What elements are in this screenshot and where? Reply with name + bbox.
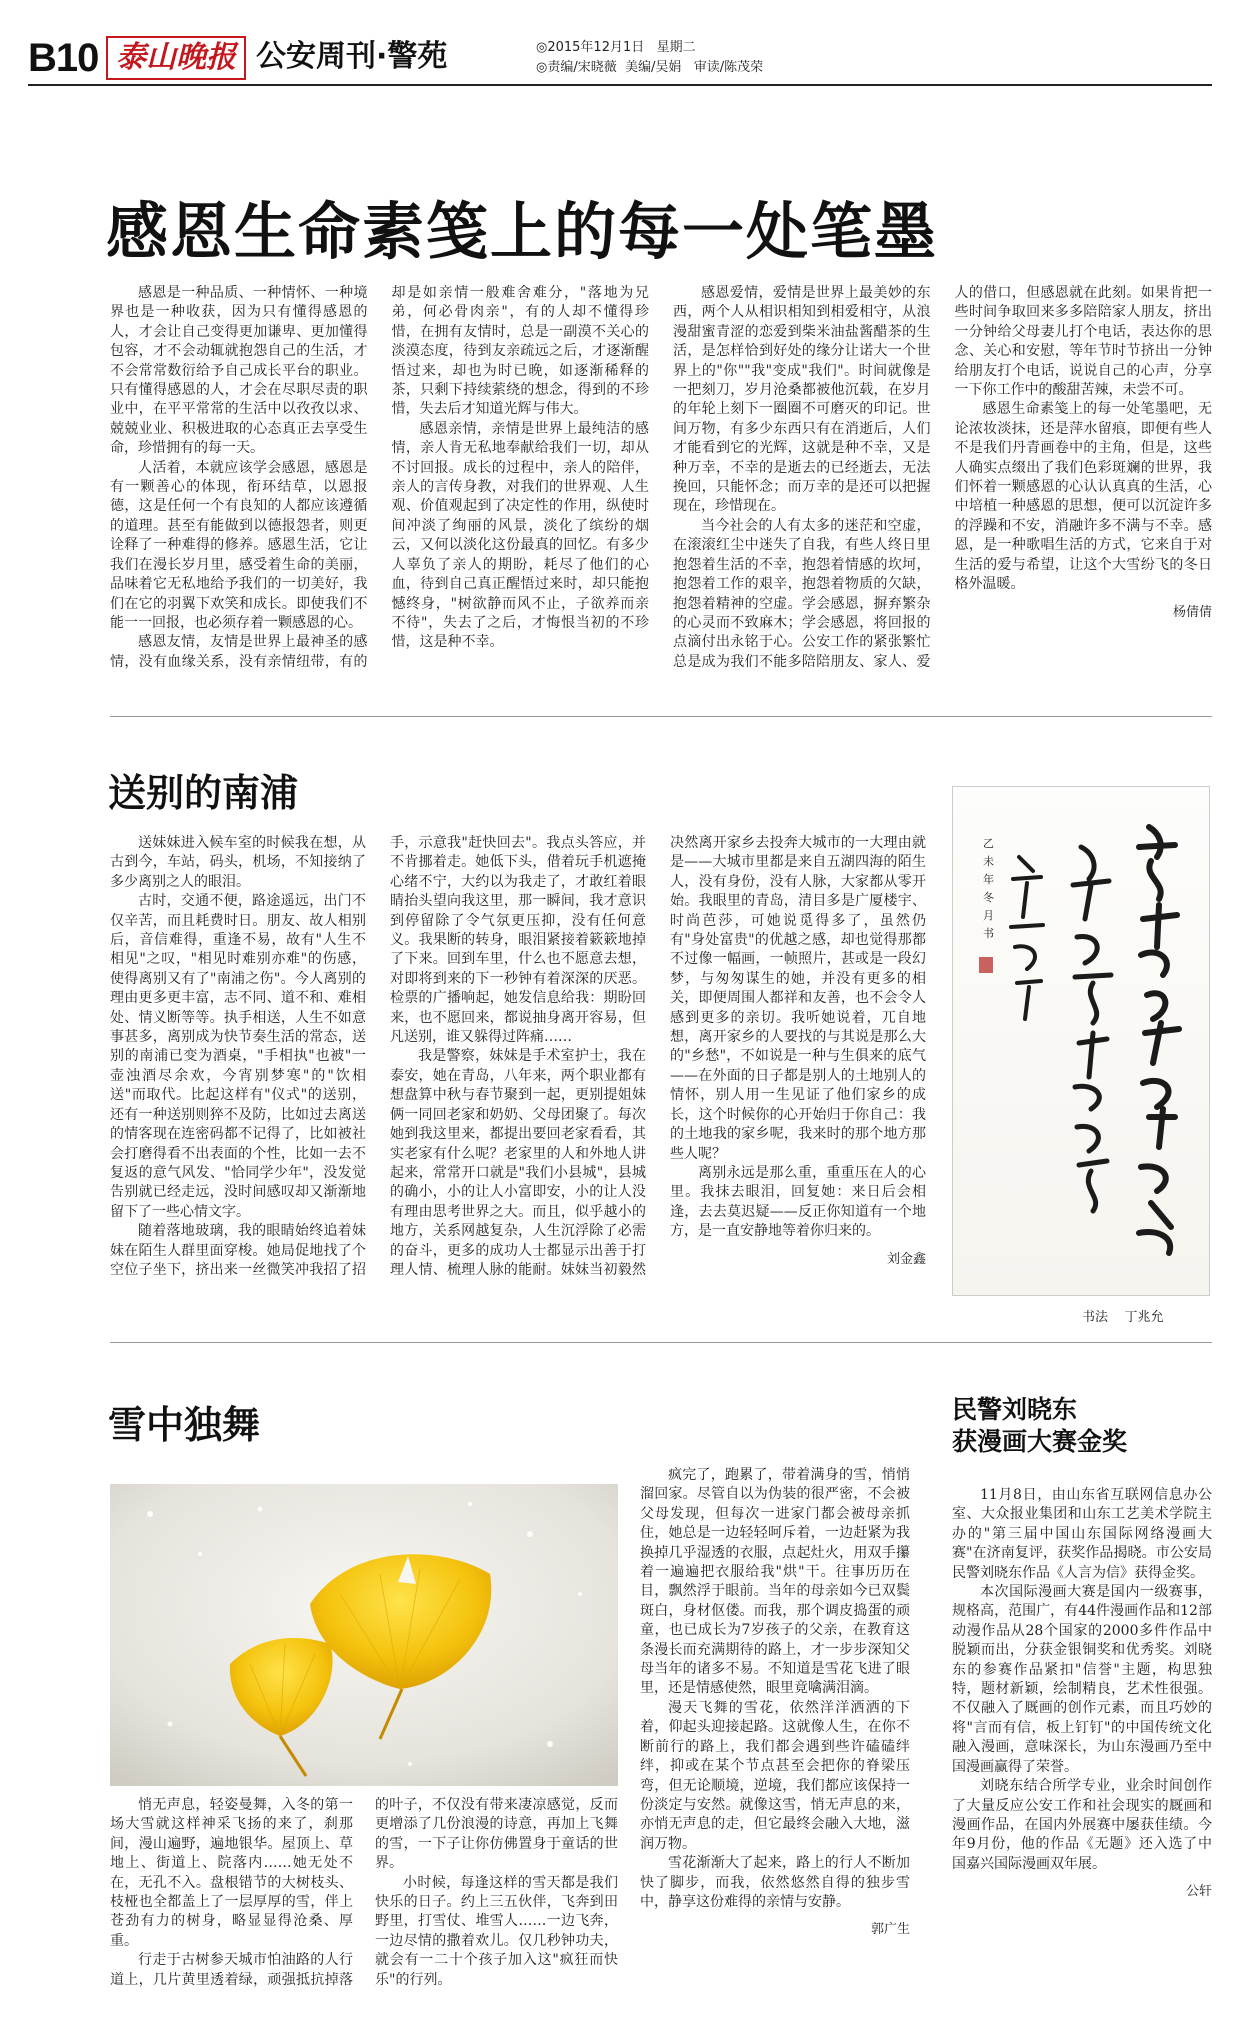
sidebar-title-line-2: 获漫画大赛金奖 bbox=[952, 1427, 1128, 1456]
ginkgo-leaf-illustration bbox=[110, 1484, 618, 1786]
sidebar-paragraph: 11月8日，由山东省互联网信息办公室、大众报业集团和山东工艺美术学院主办的"第三届中国山东国际网络漫画大赛"在济南复评，获奖作品揭晓。市公安局民警刘晓东作品《人言为信》获得金奖。 bbox=[952, 1487, 1212, 1581]
sidebar-paragraph: 刘晓东结合所学专业，业余时间创作了大量反应公安工作和社会现实的厩画和漫画作品，在国内外展赛中屡获佳绩。今年9月份，他的作品《无题》还入选了中国嘉兴国际漫画双年展。 bbox=[952, 1778, 1212, 1872]
newspaper-logo: 泰山晚报 bbox=[106, 36, 246, 80]
section-name: 公安周刊·警苑 bbox=[256, 39, 448, 74]
svg-text:月: 月 bbox=[983, 909, 994, 922]
article-3-body-right bbox=[640, 1466, 910, 2016]
article-3-paragraph: 小时候，每逢这样的雪天都是我们快乐的日子。约上三五伙伴，飞奔到田野里，打雪仗、堆雪人……一边飞奔，一边尽情的撒着欢儿。仅几秒钟功夫，就会有一二十个孩子加入这"疯狂而快乐"的行列。 bbox=[375, 1874, 618, 1988]
article-2-paragraph: 离别永远是那么重，重重压在人的心里。我抹去眼泪，回复她：来日后会相逢，去去莫迟疑——反正你知道有一个地方，是一直安静地等着你归来的。 bbox=[670, 1164, 926, 1240]
caption-label: 书法 bbox=[1082, 1310, 1109, 1325]
calligraphy-strokes bbox=[953, 787, 1210, 1296]
svg-text:未: 未 bbox=[983, 855, 994, 868]
article-1-title: 感恩生命素笺上的每一处笔墨 bbox=[106, 195, 939, 268]
article-3-paragraph: 疯完了，跑累了，带着满身的雪，悄悄溜回家。尽管自以为伪装的很严密，不会被父母发现，但每次一进家门都会被母亲抓住，她总是一边轻轻呵斥着，一边赶紧为我换掉几乎湿透的衣服，点起灶火，用双手攥着一遍遍把衣服给我"烘"干。往事历历在目，飘然浮于眼前。当年的母亲如今已双鬓斑白，身材伛偻。而我，那个调皮捣蛋的顽童，也已成长为7岁孩子的父亲，在教育这条漫长而充满期待的路上，才一步步深知父母当年的诸多不易。不知道是雪花飞进了眼里，还是情感使然，眼里竟噙满泪滴。 bbox=[640, 1467, 910, 1697]
issue-meta bbox=[536, 38, 763, 78]
article-1-paragraph: 感恩亲情，亲情是世界上最纯洁的感情，亲人肯无私地奉献给我们一切，却从不讨回报。成长的过程中，亲人的陪伴，亲人的言传身教，对我们的世界观、人生观、价值观起到了决定性的作用，纵使时间冲淡了绚丽的风景，淡化了缤纷的烟云，又何以淡化这份最真的回忆。有多少人辜负了亲人的期盼，耗尽了他们的心血，待到自己真正醒悟过来时，却只能抱憾终身，"树欲静而风不止，子欲养而亲不待"，失去了之后，才悔恨当初的不珍惜，这是种不幸。 bbox=[391, 420, 649, 651]
calligraphy-artwork bbox=[952, 786, 1210, 1296]
article-3-title: 雪中独舞 bbox=[108, 1403, 261, 1447]
article-2-paragraph: 我是警察，妹妹是手术室护士，我在泰安，她在青岛，八年来，两个职业都有想盘算中秋与春节聚到一起，更别提姐妹俩一同回老家和奶奶、父母团聚了。每次她到我这里来，都提出要回老家看看，其实老家有什么呢？老家里的人和外地人讲起来，常常开口就是"我们小县城"，县城的确小，小的让人小富即安，小的让人没有理由思考世界之大。而且，似乎越小的地方，关系网越复杂，人生沉浮除了必需的奋斗，更多的成功人士都显示出善于打理人情、梳理人脉的能耐。妹妹当初毅然决然离开家乡去投奔大城市的一大理由就是——大城市里都是来自五湖四海的陌生人，没有身份，没有人脉，大家都从零开始。我眼里的青岛，清目多是广厦楼宇、时尚芭莎，可她说觅得多了，虽然仍有"身处富贵"的优越之感，却也觉得那都不过像一幅画，一帧照片，甚或是一段幻梦，与匆匆谋生的她，并没有更多的相关，即便周围人都祥和友善，也不会令人感到更多的亲切。我听她说着，兀自地想，离开家乡的人要找的与其说是那么大的"乡愁"，不如说是一种与生俱来的底气——在外面的日子都是别人的土地别人的情怀，别人用一生见证了他们家乡的成长，这个时候你的心开始归于你自己：我的土地我的家乡呢，我来时的那个地方那些人呢？ bbox=[390, 835, 926, 1278]
article-1-paragraph: 人活着，本就应该学会感恩，感恩是有一颗善心的体现，衔环结草，以恩报德，这是任何一个有良知的人都应该遵循的道理。甚至有能做到以德报怨者，则更诠释了一种难得的修养。感恩生活，它让我们在漫长岁月里，感受着生命的美丽，品味着它无私地给予我们的一切美好，我们在它的羽翼下欢笑和成长。即使我们不能一一回报，也必须存着一颗感恩的心。 bbox=[110, 459, 368, 631]
article-2-title: 送别的南浦 bbox=[108, 771, 299, 815]
article-2-author: 刘金鑫 bbox=[886, 1251, 926, 1267]
article-2-body bbox=[110, 834, 926, 1328]
article-1-paragraph: 当今社会的人有太多的迷茫和空虚，在滚滚红尘中迷失了自我，有些人终日里抱怨着生活的不幸，抱怨着情感的坎坷，抱怨着工作的艰辛，抱怨着物质的欠缺，抱怨着精神的空虚。学会感恩，摒弃繁杂的心灵而不致麻木；学会感恩，将回报的点滴付出永铭于心。公安工作的紧张繁忙总是成为我们不能多陪陪朋友、家人、爱人的借口，但感恩就在此刻。如果肯把一些时间争取回来多多陪陪家人朋友，挤出一分钟给父母妻儿打个电话，表达你的思念、关心和安慰，等年节时节挤出一分钟给朋友打个电话，说说自己的心声，分享一下你工作中的酸甜苦辣，未尝不可。 bbox=[673, 285, 1212, 670]
editor-credit: ◎责编/宋晓薇 bbox=[536, 60, 617, 75]
issue-weekday: 星期二 bbox=[656, 40, 696, 55]
svg-text:书: 书 bbox=[983, 927, 994, 940]
sidebar-title bbox=[952, 1394, 1212, 1458]
svg-text:乙: 乙 bbox=[983, 837, 994, 850]
caption-author: 丁兆允 bbox=[1124, 1310, 1164, 1325]
article-3-paragraph: 行走于古树参天城市怕油路的人行道上，几片黄里透着绿，顽强抵抗掉落的叶子，不仅没有带来凄凉感觉，反而更增添了几份浪漫的诗意，再加上飞舞的雪，一下子让你仿佛置身于童话的世界。 bbox=[110, 1797, 618, 1988]
article-1-paragraph: 感恩是一种品质、一种情怀、一种境界也是一种收获，因为只有懂得感恩的人，才会让自己变得更加谦卑、更加懂得包容，才不会动辄就抱怨自己的生活，才不会常常数衍给予自己成长平台的职业。只有懂得感恩的人，才会在尽职尽责的职业中，在平平常常的生活中以孜孜以求、兢兢业业、积极进取的心态真正去享受生命，珍惜拥有的每一天。 bbox=[110, 285, 368, 457]
article-1-paragraph: 感恩爱情，爱情是世界上最美妙的东西，两个人从相识相知到相爱相守，从浪漫甜蜜青涩的恋爱到柴米油盐酱醋茶的生活，是怎样恰到好处的缘分让诺大一个世界上的"你""我"变成"我们"。时间就像是一把刻刀，岁月沧桑都被他沉载，在岁月的年轮上刻下一圈圈不可磨灭的印记。世间万物，有多少东西只有在消逝后，人们才能看到它的光辉，这就是种不幸，又是种万幸，不幸的是逝去的已经逝去，无法挽回，只能怀念；而万幸的是还可以把握现在，珍惜现在。 bbox=[673, 285, 931, 515]
sidebar-paragraph: 本次国际漫画大赛是国内一级赛事，规格高，范围广，有44件漫画作品和12部动漫作品从28个国家的2000多件作品中脱颖而出，分获金银铜奖和优秀奖。刘晓东的参赛作品紧扣"信誉"主题，构思独特，题材新颖，绘制精良，艺术性很强。不仅融入了厩画的创作元素，而且巧妙的将"言而有信，板上钉钉"的中国传统文化融入漫画，意味深长，为山东漫画乃至中国漫画赢得了荣誉。 bbox=[952, 1584, 1212, 1775]
ginkgo-snow-photo bbox=[110, 1484, 618, 1786]
article-3-body-left bbox=[110, 1796, 618, 1992]
svg-text:年: 年 bbox=[983, 873, 994, 886]
page-number: B10 bbox=[28, 36, 99, 80]
calligraphy-caption bbox=[1082, 1306, 1164, 1325]
article-3-paragraph: 漫天飞舞的雪花，依然洋洋洒洒的下着，仰起头迎接起路。这就像人生，在你不断前行的路上，我们都会遇到些许磕磕绊绊，抑或在某个节点甚至会把你的脊梁压弯，但无论顺境，逆境，我们都应该保持一份淡定与安然。就像这雪，悄无声息的来，亦悄无声息的走，但它最终会融入大地，滋润万物。 bbox=[640, 1699, 910, 1852]
article-1-author: 杨倩倩 bbox=[1172, 604, 1212, 620]
masthead bbox=[28, 30, 1212, 86]
sidebar-body bbox=[952, 1486, 1212, 2012]
article-2-paragraph: 古时，交通不便，路途遥远，出门不仅辛苦，而且耗费时日。朋友、故人相别后，音信难得，重逢不易，故有"人生不相见"之叹，"相见时难别亦难"的伤感，使得离别又有了"南浦之伤"。今人离别的理由更多更丰富，志不同、道不和、难相处、情义断等等。执手相送，人生不如意事甚多，离别成为快节奏生活的常态，送别的南浦已变为酒桌，"手相执"也被"一壶浊酒尽余欢，今宵别梦寒"的"饮相送"而取代。比起这样有"仪式"的送别，还有一种送别则猝不及防，比如过去离送的情客现在连密码都不记得了，比如被社会打磨得看不出表面的个性，比如一去不复返的意气风发、"恰同学少年"，没发觉告别就已经走远，没时间感叹却又渐渐地留下了一些心情文字。 bbox=[110, 893, 366, 1220]
section-divider bbox=[110, 716, 1212, 717]
article-1-paragraph: 感恩生命素笺上的每一处笔墨吧，无论浓妆淡抹，还是萍水留痕，即便有些人不是我们丹青画卷中的主角，但是，这些人确实点缀出了我们色彩斑斓的世界，我们怀着一颗感恩的心认认真真的生活，心中培植一种感恩的思想，便可以沉淀许多的浮躁和不安，消融许多不满与不幸。感恩，是一种歌唱生活的方式，它来自于对生活的爱与希望，让这个大雪纷飞的冬日格外温暖。 bbox=[954, 401, 1212, 593]
article-3-paragraph: 雪花渐渐大了起来，路上的行人不断加快了脚步，而我，依然悠然自得的独步雪中，静享这份难得的亲情与安静。 bbox=[640, 1855, 910, 1910]
reviewer-credit: 审读/陈茂荣 bbox=[693, 60, 764, 75]
article-3-paragraph: 悄无声息，轻姿曼舞，入冬的第一场大雪就这样神采飞扬的来了，刹那间，漫山遍野，遍地银华。屋顶上、草地上、街道上、院落内……她无处不在，无孔不入。盘根错节的大树枝头、枝桠也全都盖上了一层厚厚的雪，伴上苍劲有力的树身，略显显得沧桑、厚重。 bbox=[110, 1797, 353, 1949]
article-2-paragraph: 随着落地玻璃，我的眼睛始终追着妹妹在陌生人群里面穿梭。她局促地找了个空位子坐下，挤出来一丝微笑冲我招了招手，示意我"赶快回去"。我点头答应，并不肯挪着走。她低下头，借着玩手机遮掩心绪不宁，大约以为我走了，才敢红着眼睛抬头望向我这里，那一瞬间，我才意识到停留除了令气氛更压抑，没有任何意义。我果断的转身，眼泪紧接着簌簌地掉了下来。回到车里，什么也不愿意去想，对即将到来的下一秒钟有着深深的厌恶。检票的广播响起，她发信息给我：期盼回来，也不愿回来，都说抽身离开容易，但凡送别，谁又躲得过阵痛…… bbox=[110, 835, 646, 1278]
svg-text:冬: 冬 bbox=[983, 891, 994, 904]
article-1-paragraph: 感恩友情，友情是世界上最神圣的感情，没有血缘关系，没有亲情纽带，有的却是如亲情一般难舍难分，"落地为兄弟，何必骨肉亲"，有的人却不懂得珍惜，在拥有友情时，总是一副漠不关心的淡漠态度，待到友亲疏远之后，才逐渐醒悟过来，却也为时已晚，如逐渐稀释的茶，只剩下持续萦绕的想念，得到的不珍惜，失去后才知道光辉与伟大。 bbox=[110, 285, 649, 670]
issue-date: ◎2015年12月1日 bbox=[536, 40, 645, 55]
designer-credit: 美编/吴娟 bbox=[625, 60, 682, 75]
sidebar-author: 公轩 bbox=[1185, 1884, 1212, 1900]
article-1-body bbox=[110, 284, 1212, 680]
article-3-author: 郭广生 bbox=[870, 1922, 910, 1938]
article-2-paragraph: 送妹妹进入候车室的时候我在想，从古到今，车站，码头，机场，不知接纳了多少离别之人的眼泪。 bbox=[110, 835, 366, 890]
sidebar-title-line-1: 民警刘晓东 bbox=[952, 1395, 1078, 1424]
section-divider bbox=[110, 1342, 1212, 1343]
